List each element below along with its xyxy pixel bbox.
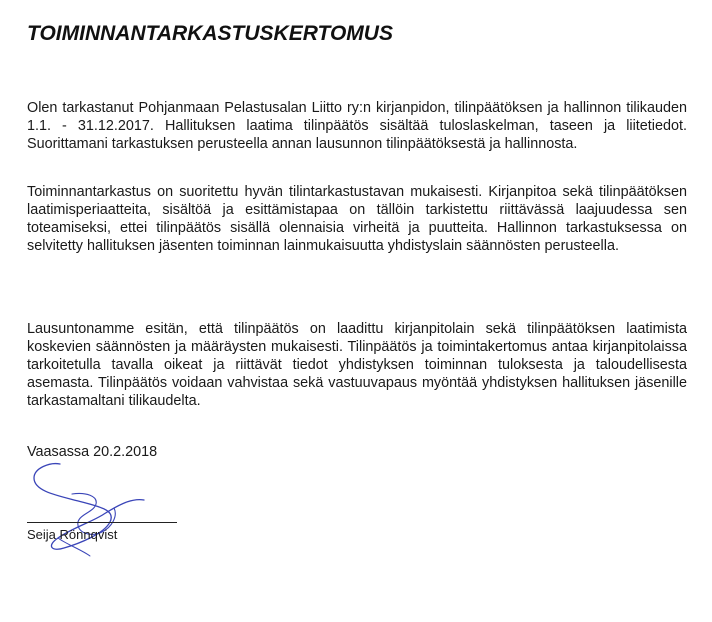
place-and-date: Vaasassa 20.2.2018 [27, 444, 158, 460]
paragraph-method: Toiminnantarkastus on suoritettu hyvän tilintarkastustavan mukaisesti. Kirjanpitoa sekä tilinpäätöksen laatimisperiaatteita, sisältöä ja esittämistapaa on tällöin tarkistettu riittävässä laajuudessa sen toteamiseksi, ettei tilinpäätös sisällä olennaisia virheitä ja puutteita. Hallinnon tarkastuksessa on selvitetty hallituksen jäsenten toiminnan lainmukaisuutta yhdistyslain säännösten perusteella. [27, 184, 687, 254]
signature-line [27, 522, 177, 523]
signer-name: Seija Rönnqvist [27, 527, 118, 542]
paragraph-scope: Olen tarkastanut Pohjanmaan Pelastusalan Liitto ry:n kirjanpidon, tilinpäätöksen ja hallinnon tilikauden 1.1. - 31.12.2017. Hallituksen laatima tilinpäätös sisältää tuloslaskelman, taseen ja liitetiedot. Suorittamani tarkastuksen perusteella annan lausunnon tilinpäätöksestä ja hallinnosta. [27, 100, 687, 152]
paragraph-opinion: Lausuntonamme esitän, että tilinpäätös on laadittu kirjanpitolain sekä tilinpäätöksen laatimista koskevien säännösten ja määräysten mukaisesti. Tilinpäätös ja toimintakertomus antaa kirjanpitolaissa tarkoitetulla tavalla oikeat ja riittävät tiedot yhdistyksen toiminnan tuloksesta ja taloudellisesta asemasta. Tilinpäätös voidaan vahvistaa sekä vastuuvapaus myöntää yhdistyksen hallituksen jäsenille tarkastamaltani tilikaudelta. [27, 321, 687, 409]
handwritten-signature [20, 452, 180, 562]
document-title: TOIMINNANTARKASTUSKERTOMUS [27, 22, 393, 45]
